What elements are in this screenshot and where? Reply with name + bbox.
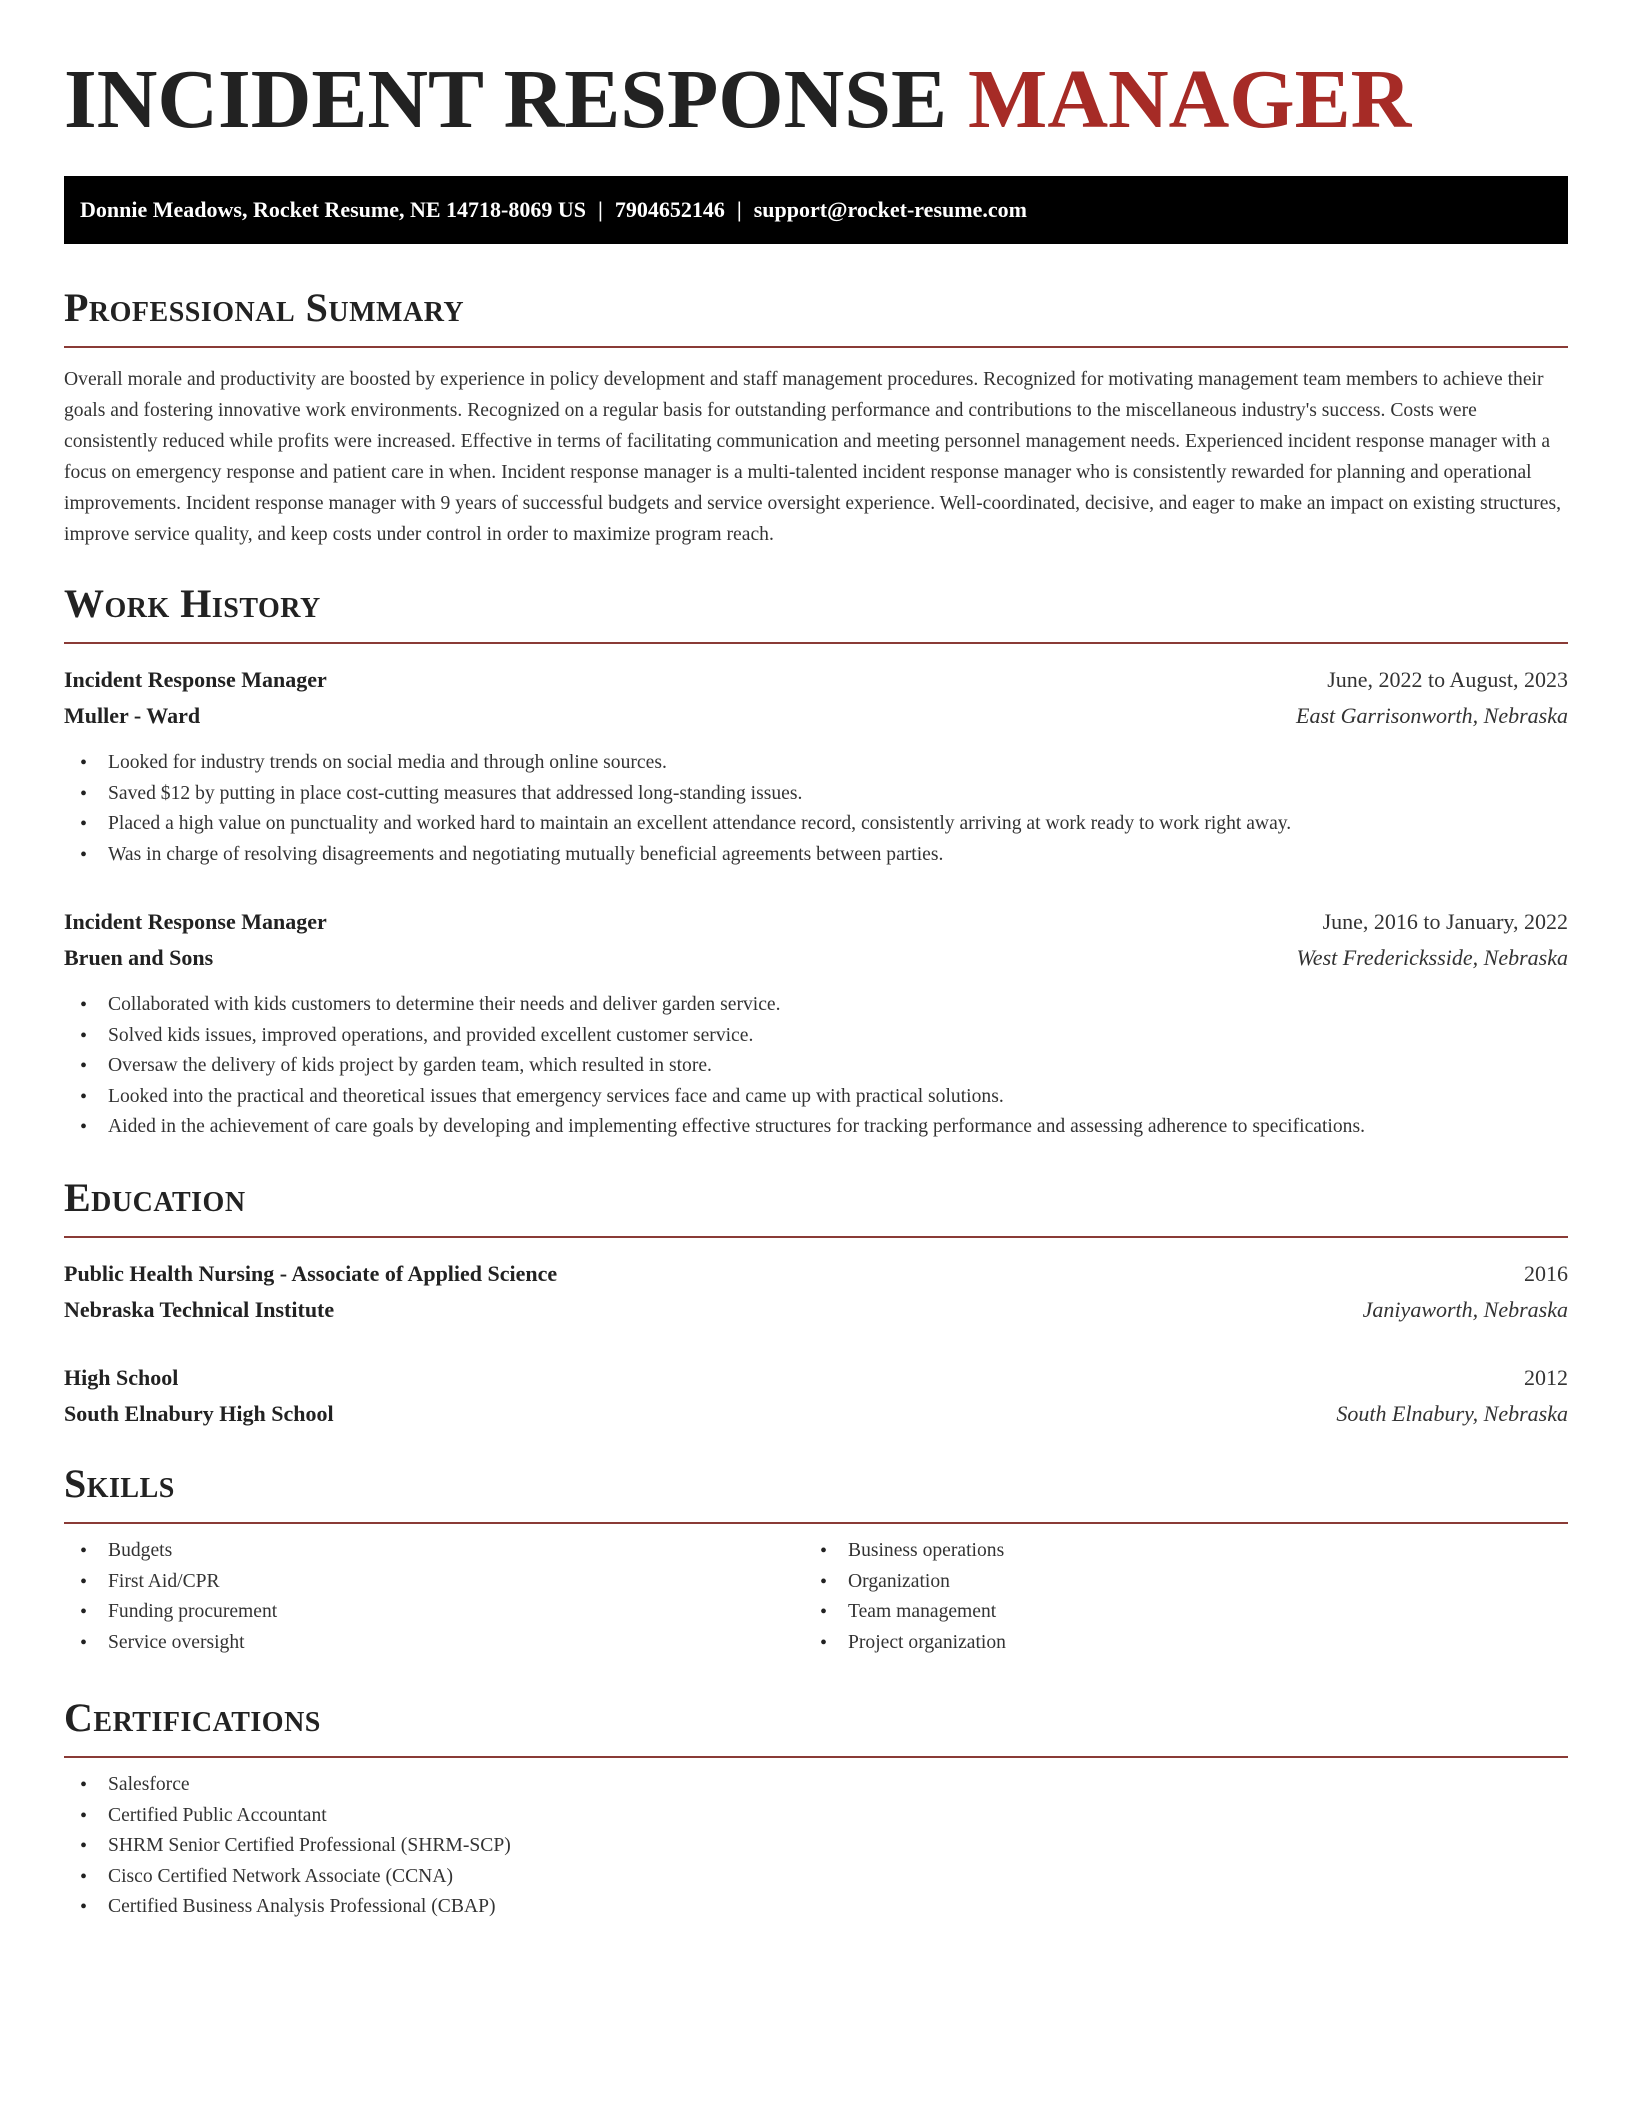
list-item: • Saved $12 by putting in place cost-cutting measures that addressed long-standing issues. xyxy=(64,779,1568,810)
section-heading: Professional Summary xyxy=(64,285,465,330)
list-item: • Placed a high value on punctuality and worked hard to maintain an excellent attendance record, consistently arriving at work ready to work right away. xyxy=(64,809,1568,840)
section-heading: Certifications xyxy=(64,1695,321,1740)
summary-section xyxy=(64,284,1568,550)
degree-name: High School xyxy=(64,1365,179,1390)
job-dates: June, 2016 to January, 2022 xyxy=(1322,909,1568,934)
graduation-year: 2012 xyxy=(1524,1365,1568,1390)
graduation-year: 2016 xyxy=(1524,1261,1568,1286)
section-divider xyxy=(64,346,1568,348)
school-location: South Elnabury, Nebraska xyxy=(1336,1401,1568,1426)
list-item: • Service oversight xyxy=(64,1628,804,1659)
skills-section xyxy=(64,1460,1568,1658)
list-item: • Salesforce xyxy=(64,1770,1568,1801)
job-bullets xyxy=(64,748,1568,870)
education-section xyxy=(64,1174,1568,1432)
contact-email: support@rocket-resume.com xyxy=(753,197,1027,222)
section-divider xyxy=(64,1756,1568,1758)
contact-separator: | xyxy=(597,197,603,222)
list-item: • Collaborated with kids customers to determine their needs and deliver garden service. xyxy=(64,990,1568,1021)
list-item: • Oversaw the delivery of kids project by garden team, which resulted in store. xyxy=(64,1051,1568,1082)
list-item: • Aided in the achievement of care goals by developing and implementing effective structures for tracking performance and assessing adherence to specifications. xyxy=(64,1112,1568,1143)
section-heading: Skills xyxy=(64,1461,175,1506)
section-divider xyxy=(64,642,1568,644)
list-item: • Budgets xyxy=(64,1536,804,1567)
section-divider xyxy=(64,1236,1568,1238)
list-item: • Organization xyxy=(804,1567,1544,1598)
list-item: • SHRM Senior Certified Professional (SHRM-SCP) xyxy=(64,1831,1568,1862)
list-item: • Project organization xyxy=(804,1628,1544,1659)
school-location: Janiyaworth, Nebraska xyxy=(1362,1297,1568,1322)
job-entry xyxy=(64,904,1568,1143)
list-item: • First Aid/CPR xyxy=(64,1567,804,1598)
list-item: • Was in charge of resolving disagreements and negotiating mutually beneficial agreements between parties. xyxy=(64,840,1568,871)
job-dates: June, 2022 to August, 2023 xyxy=(1327,667,1568,692)
list-item: • Solved kids issues, improved operations, and provided excellent customer service. xyxy=(64,1021,1568,1052)
work-history-section xyxy=(64,580,1568,1143)
list-item: • Business operations xyxy=(804,1536,1544,1567)
list-item: • Funding procurement xyxy=(64,1597,804,1628)
school-name: Nebraska Technical Institute xyxy=(64,1297,335,1322)
education-entry xyxy=(64,1360,1568,1432)
skills-grid xyxy=(64,1536,1568,1658)
section-heading: Work History xyxy=(64,581,321,626)
section-divider xyxy=(64,1522,1568,1524)
job-entry xyxy=(64,662,1568,870)
job-location: West Fredericksside, Nebraska xyxy=(1296,945,1568,970)
contact-phone: 7904652146 xyxy=(614,197,725,222)
certifications-list xyxy=(64,1770,1568,1923)
contact-separator: | xyxy=(736,197,742,222)
skills-list-right xyxy=(804,1536,1544,1658)
school-name: South Elnabury High School xyxy=(64,1401,334,1426)
list-item: • Cisco Certified Network Associate (CCNA) xyxy=(64,1862,1568,1893)
degree-name: Public Health Nursing - Associate of Applied Science xyxy=(64,1261,558,1286)
job-title: Incident Response Manager xyxy=(64,667,327,692)
list-item: • Looked for industry trends on social media and through online sources. xyxy=(64,748,1568,779)
list-item: • Certified Business Analysis Professional (CBAP) xyxy=(64,1892,1568,1923)
certifications-section xyxy=(64,1694,1568,1923)
contact-bar xyxy=(64,176,1568,244)
job-title: Incident Response Manager xyxy=(64,909,327,934)
list-item: • Team management xyxy=(804,1597,1544,1628)
summary-text: Overall morale and productivity are boosted by experience in policy development and staff management procedures. Recognized for motivating management team members to achieve their goals and fostering innovative work environments. Recognized on a regular basis for outstanding performance and contributions to the miscellaneous industry's success. Costs were consistently reduced while profits were increased. Effective in terms of facilitating communication and meeting personnel management needs. Experienced incident response manager with a focus on emergency response and patient care in when. Incident response manager is a multi-talented incident response manager who is consistently rewarded for planning and operational improvements. Incident response manager with 9 years of successful budgets and service oversight experience. Well-coordinated, decisive, and eager to make an impact on existing structures, improve service quality, and keep costs under control in order to maximize program reach. xyxy=(64,369,1562,545)
job-location: East Garrisonworth, Nebraska xyxy=(1296,703,1568,728)
title-main: INCIDENT RESPONSE xyxy=(64,53,948,146)
education-entry xyxy=(64,1256,1568,1328)
resume-page xyxy=(64,0,1568,1917)
job-company: Muller - Ward xyxy=(64,703,201,728)
contact-address: Donnie Meadows, Rocket Resume, NE 14718-8069 US xyxy=(80,197,586,222)
list-item: • Certified Public Accountant xyxy=(64,1801,1568,1832)
resume-title xyxy=(64,0,1568,146)
title-accent: MANAGER xyxy=(968,53,1412,146)
section-heading: Education xyxy=(64,1175,246,1220)
list-item: • Looked into the practical and theoretical issues that emergency services face and came up with practical solutions. xyxy=(64,1082,1568,1113)
skills-list-left xyxy=(64,1536,804,1658)
job-bullets xyxy=(64,990,1568,1143)
job-company: Bruen and Sons xyxy=(64,945,214,970)
